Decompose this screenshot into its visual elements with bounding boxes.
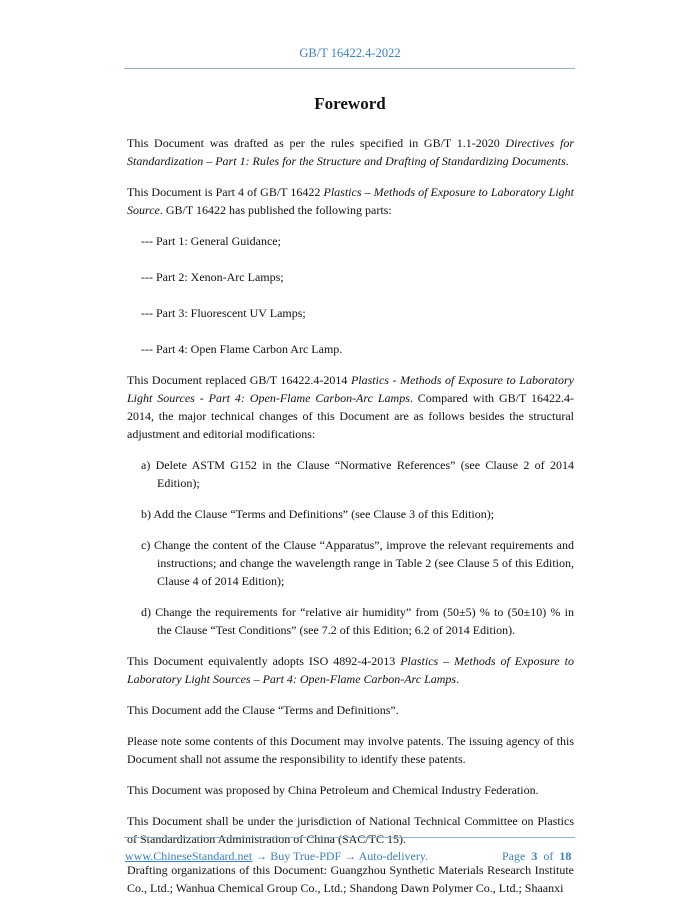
list-item-part: --- Part 3: Fluorescent UV Lamps;: [141, 306, 306, 320]
paragraph-patents: Please note some contents of this Document may involve patents. The issuing agency of this Document shall not assume the responsibility to identify these patents.: [127, 734, 574, 766]
footer-divider: [124, 837, 575, 838]
paragraph-jurisdiction: This Document shall be under the jurisdiction of National Technical Committee on Plastics of Standardization Administration of China (SAC/TC 15).: [127, 814, 574, 846]
document-body: [127, 134, 574, 897]
footer-link[interactable]: [125, 849, 428, 864]
list-item-change: a) Delete ASTM G152 in the Clause “Normative References” (see Clause 2 of 2014 Edition);: [141, 458, 574, 490]
page-title: Foreword: [314, 94, 386, 113]
list-item-change: c) Change the content of the Clause “Apparatus”, improve the relevant requirements and instructions; and change the wavelength range in Table 2 (see Clause 5 of this Edition, Clause 4 of 2014 Edition);: [141, 538, 574, 588]
list-item-change: d) Change the requirements for “relative air humidity” from (50±5) % to (50±10) % in the Clause “Test Conditions” (see 7.2 of this Edition; 6.2 of 2014 Edition).: [141, 605, 574, 637]
paragraph-replaced-edition: This Document replaced GB/T 16422.4-2014 Plastics - Methods of Exposure to Laboratory Light Sources - Part 4: Open-Flame Carbon-Arc Lamps. Compared with GB/T 16422.4-2014, the major technical changes of this Document are as follows besides the structural adjustment and editorial modifications:: [127, 373, 574, 441]
paragraph-equivalence: This Document equivalently adopts ISO 4892-4-2013 Plastics – Methods of Exposure to Laboratory Light Sources – Part 4: Open-Flame Carbon-Arc Lamps.: [127, 654, 574, 686]
page-number: Page 3 of 18: [502, 849, 572, 863]
list-item-part: --- Part 4: Open Flame Carbon Arc Lamp.: [141, 342, 343, 356]
list-item-part: --- Part 1: General Guidance;: [141, 234, 281, 248]
paragraph-drafting-organizations: Drafting organizations of this Document: Guangzhou Synthetic Materials Research Institute Co., Ltd.; Wanhua Chemical Group Co., Ltd.; Shandong Dawn Polymer Co., Ltd.; Shaanxi: [127, 863, 574, 895]
paragraph-proposed-by: This Document was proposed by China Petroleum and Chemical Industry Federation.: [127, 783, 539, 797]
paragraph-part-of-series: This Document is Part 4 of GB/T 16422 Plastics – Methods of Exposure to Laboratory Light Source. GB/T 16422 has published the following parts:: [127, 185, 574, 217]
footer-tagline: → Buy True-PDF → Auto-delivery.: [252, 849, 429, 863]
header-divider: [124, 68, 575, 69]
page-current: 3: [531, 849, 538, 863]
paragraph-terms-added: This Document add the Clause “Terms and Definitions”.: [127, 703, 399, 717]
list-item-change: b) Add the Clause “Terms and Definitions” (see Clause 3 of this Edition);: [141, 507, 495, 521]
running-header: GB/T 16422.4-2022: [299, 46, 401, 60]
paragraph-drafting-rules: This Document was drafted as per the rules specified in GB/T 1.1-2020 Directives for Standardization – Part 1: Rules for the Structure and Drafting of Standardizing Documents.: [127, 136, 574, 168]
list-item-part: --- Part 2: Xenon-Arc Lamps;: [141, 270, 284, 284]
page-total: 18: [559, 849, 572, 863]
website-link[interactable]: www.ChineseStandard.net: [125, 849, 253, 863]
